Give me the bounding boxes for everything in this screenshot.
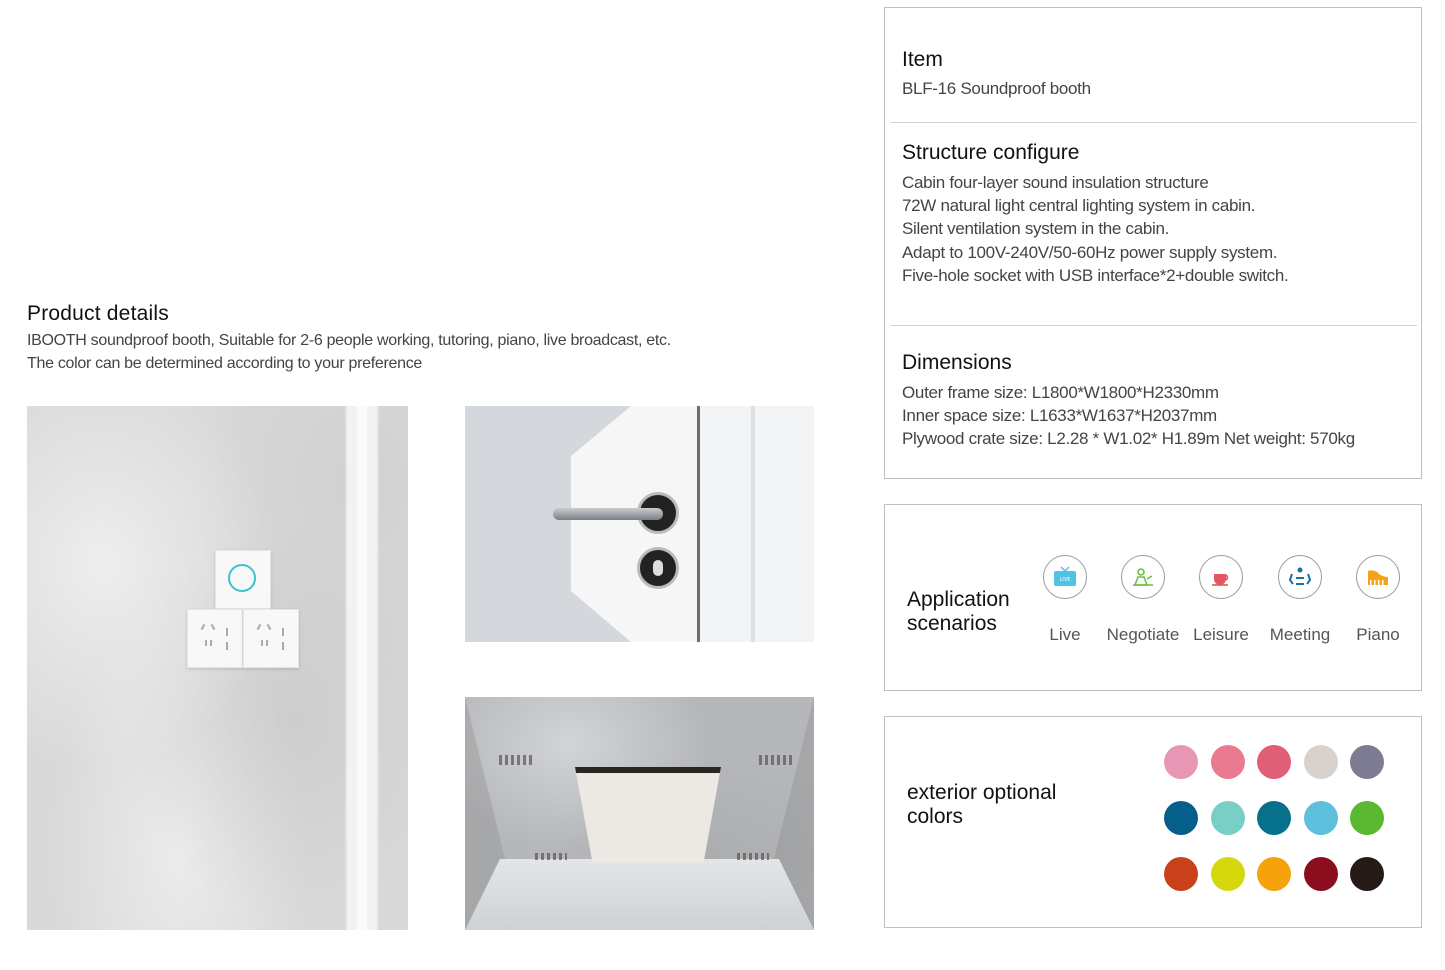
dimension-line: Outer frame size: L1800*W1800*H2330mm — [902, 383, 1219, 402]
ceiling-light-panel — [575, 767, 721, 863]
product-details-color-note: The color can be determined according to your preference — [27, 355, 422, 372]
switch-ring — [228, 564, 256, 592]
color-swatch[interactable] — [1304, 801, 1338, 835]
spec-divider — [891, 122, 1417, 123]
svg-text:LIVE: LIVE — [1059, 577, 1071, 583]
spec-box — [884, 7, 1422, 479]
structure-line: Cabin four-layer sound insulation structure — [902, 173, 1209, 192]
negotiate-icon — [1121, 555, 1165, 599]
tv-live-icon — [1043, 555, 1087, 599]
door-lever — [553, 508, 663, 520]
piano-icon — [1356, 555, 1400, 599]
color-swatch[interactable] — [1350, 857, 1384, 891]
exterior-colors-box — [884, 716, 1422, 928]
spec-divider — [891, 325, 1417, 326]
booth-glass-wall — [465, 859, 814, 930]
dimension-line: Inner space size: L1633*W1637*H2037mm — [902, 406, 1217, 425]
scene-label: Leisure — [1193, 625, 1249, 644]
item-value: BLF-16 Soundproof booth — [902, 79, 1091, 98]
air-vent — [535, 853, 567, 860]
color-swatch[interactable] — [1257, 745, 1291, 779]
color-swatch[interactable] — [1164, 745, 1198, 779]
color-swatch[interactable] — [1164, 801, 1198, 835]
structure-line: 72W natural light central lighting system in cabin. — [902, 196, 1256, 215]
door-edge — [751, 406, 755, 642]
item-title: Item — [902, 48, 943, 71]
application-title-line: scenarios — [907, 612, 997, 635]
air-vent — [499, 755, 535, 765]
application-scenarios-box — [884, 504, 1422, 691]
power-socket — [243, 609, 299, 668]
color-swatch[interactable] — [1211, 801, 1245, 835]
air-vent — [759, 755, 795, 765]
wall-trim-inner — [357, 406, 367, 930]
color-swatch[interactable] — [1304, 745, 1338, 779]
meeting-icon — [1278, 555, 1322, 599]
colors-title-line: colors — [907, 805, 964, 828]
application-title-line: Application — [907, 588, 1010, 611]
dimensions-title: Dimensions — [902, 351, 1012, 374]
lock-cylinder — [637, 547, 679, 589]
color-swatch[interactable] — [1211, 745, 1245, 779]
scene-label: Live — [1049, 625, 1081, 644]
scene-leisure — [1181, 555, 1261, 645]
scene-live — [1025, 555, 1105, 645]
color-swatch[interactable] — [1257, 857, 1291, 891]
door-handle-photo — [465, 406, 814, 642]
structure-line: Adapt to 100V-240V/50-60Hz power supply system. — [902, 243, 1278, 262]
scene-label: Meeting — [1269, 625, 1331, 644]
wall-switch-photo — [27, 406, 408, 930]
colors-title — [907, 781, 1056, 829]
color-swatch[interactable] — [1164, 857, 1198, 891]
power-socket — [187, 609, 243, 668]
dimension-line: Plywood crate size: L2.28 * W1.02* H1.89m Net weight: 570kg — [902, 429, 1355, 448]
door-panel — [697, 406, 814, 642]
colors-title-line: exterior optional — [907, 781, 1057, 804]
light-switch — [215, 550, 271, 609]
color-swatch[interactable] — [1211, 857, 1245, 891]
product-details-description: IBOOTH soundproof booth, Suitable for 2-6 people working, tutoring, piano, live broadcast, etc. — [27, 332, 671, 349]
scene-piano — [1338, 555, 1418, 645]
structure-line: Silent ventilation system in the cabin. — [902, 219, 1170, 238]
scene-label: Negotiate — [1106, 625, 1180, 644]
structure-title: Structure configure — [902, 141, 1080, 164]
scene-label: Piano — [1356, 625, 1400, 644]
coffee-cup-icon — [1199, 555, 1243, 599]
application-title — [907, 588, 1010, 636]
color-swatch[interactable] — [1257, 801, 1291, 835]
air-vent — [737, 853, 769, 860]
scene-meeting — [1260, 555, 1340, 645]
structure-line: Five-hole socket with USB interface*2+double switch. — [902, 266, 1289, 285]
ceiling-light-photo — [465, 697, 814, 930]
color-swatch[interactable] — [1304, 857, 1338, 891]
product-details-title: Product details — [27, 302, 169, 325]
color-swatch[interactable] — [1350, 801, 1384, 835]
door-lock-plate — [571, 406, 697, 642]
scene-negotiate — [1103, 555, 1183, 645]
color-swatch[interactable] — [1350, 745, 1384, 779]
